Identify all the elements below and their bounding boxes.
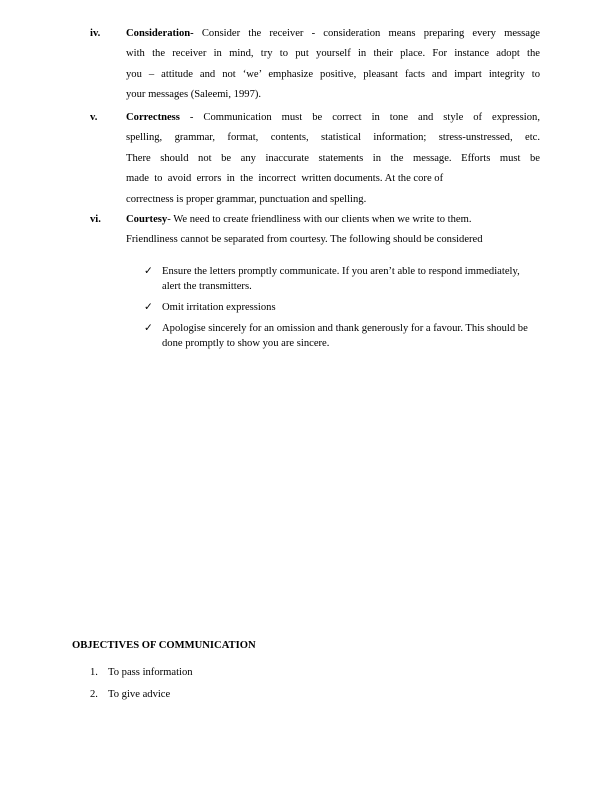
item-text-line: - Communication must be correct in tone and style of expression,	[179, 112, 540, 123]
list-item	[90, 662, 193, 684]
item-term: Courtesy	[126, 214, 168, 225]
item-text-line: you – attitude and not ‘we’ emphasize positive, pleasant facts and impart integrity to	[126, 68, 540, 80]
checkmark-icon: ✓	[144, 323, 153, 334]
checklist-text: Omit irritation expressions	[162, 302, 276, 313]
list-number: 1.	[90, 667, 98, 678]
item-term: Correctness	[126, 112, 180, 123]
list-item	[90, 684, 193, 706]
list-text: To give advice	[108, 689, 171, 700]
list-item-courtesy	[90, 210, 540, 251]
item-term: Consideration-	[126, 28, 194, 39]
item-text-line: Friendliness cannot be separated from courtesy. The following should be considered	[126, 234, 483, 246]
checklist-text: Apologise sincerely for an omission and thank generously for a favour. This should be done promptly to show you are sincere.	[162, 323, 528, 349]
item-text-line: correctness is proper grammar, punctuation and spelling.	[126, 193, 367, 205]
item-text-line: made to avoid errors in the incorrect written documents. At the core of	[126, 173, 444, 185]
item-numeral: v.	[90, 112, 98, 123]
item-text-line: with the receiver in mind, try to put yourself in their place. For instance adopt the	[126, 48, 540, 60]
checkmark-icon: ✓	[144, 302, 153, 313]
checklist-item	[144, 300, 534, 315]
checkmark-icon: ✓	[144, 266, 153, 277]
item-numeral: vi.	[90, 214, 101, 225]
item-text-line: your messages (Saleemi, 1997).	[126, 89, 262, 101]
objectives-list	[90, 662, 193, 706]
checklist-item	[144, 321, 534, 351]
item-text-line: - We need to create friendliness with our clients when we write to them.	[167, 214, 472, 225]
item-text-line: Consider the receiver - consideration means preparing every message	[201, 28, 540, 39]
section-heading: OBJECTIVES OF COMMUNICATION	[72, 640, 256, 651]
list-number: 2.	[90, 689, 98, 700]
item-text-line: spelling, grammar, format, contents, statistical information; stress-unstressed, etc.	[126, 132, 540, 144]
list-item-correctness	[90, 108, 540, 210]
item-text-line: There should not be any inaccurate statements in the message. Efforts must be	[126, 152, 540, 164]
checklist-text: Ensure the letters promptly communicate. If you aren’t able to respond immediately, alert the transmitters.	[162, 266, 520, 292]
item-numeral: iv.	[90, 28, 101, 39]
list-text: To pass information	[108, 667, 193, 678]
list-item-consideration	[90, 24, 540, 106]
checklist	[144, 264, 534, 357]
checklist-item	[144, 264, 534, 294]
